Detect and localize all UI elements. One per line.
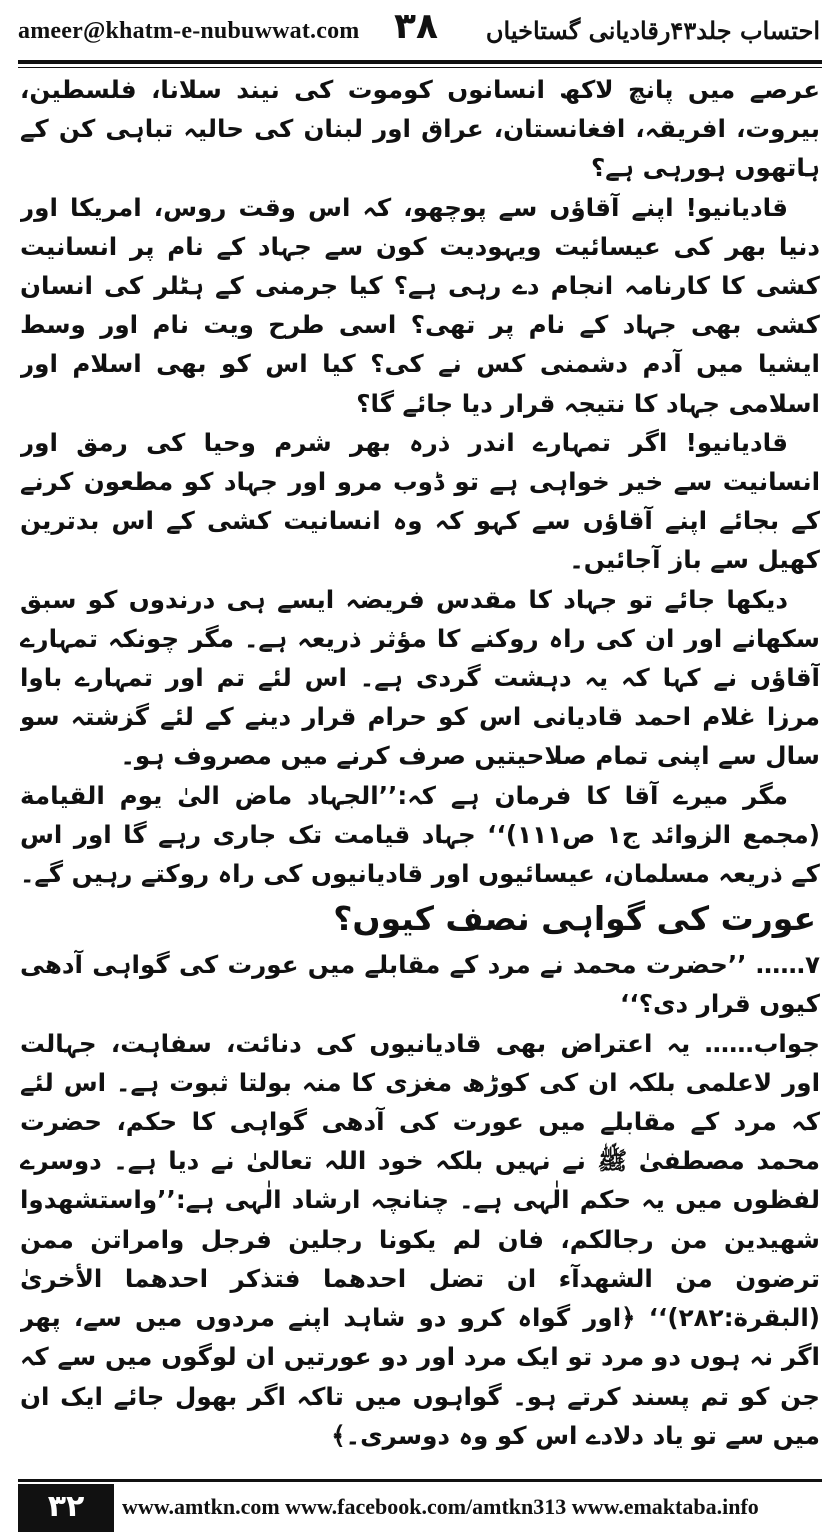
verse-translation: ‘‘ ﴿اور گواہ کرو دو شاہد اپنے مردوں میں سے، پھر اگر نہ ہوں دو مرد تو ایک مرد اور دو عورتیں ان لوگوں میں سے کہ جن کو تم پسند کرتے ہو۔ گواہوں میں تاکہ اگر بھول جائے ایک ان میں سے تو یاد دلادے اس کو وہ دوسری۔﴾ (20, 1303, 820, 1450)
question-text: ’’حضرت محمد نے مرد کے مقابلے میں عورت کی گواہی آدھی کیوں قرار دی؟‘‘ (20, 950, 820, 1019)
section-heading: عورت کی گواہی نصف کیوں؟ (333, 899, 816, 939)
footer-rule (18, 1479, 822, 1482)
footer-links: www.amtkn.com www.facebook.com/amtkn313 www.emaktaba.info (122, 1494, 759, 1519)
hadith-arabic: ’’الجہاد ماض الیٰ یوم القیامة (مجمع الزوائد ج۱ ص۱۱۱) (20, 780, 820, 849)
question (20, 945, 820, 1023)
footer-page-number: ۳۲ (18, 1484, 114, 1532)
header-email: ameer@khatm-e-nubuwwat.com (18, 18, 360, 44)
paragraph-2: قادیانیو! اپنے آقاؤں سے پوچھو، کہ اس وقت روس، امریکا اور دنیا بھر کی عیسائیت ویہودیت کون سے جہاد کے نام پر انسانیت کشی کا کارنامہ انجام دے رہی ہے؟ کیا جرمنی کے ہٹلر کی انسان کشی بھی جہاد کے نام پر تھی؟ اسی طرح ویت نام اور وسط ایشیا میں آدم دشمنی کس نے کی؟ کیا اس کو بھی اسلام اور اسلامی جہاد کا نتیجہ قرار دیا جائے گا؟ (20, 192, 820, 418)
paragraph-5 (20, 776, 820, 894)
hadith-explanation: ‘‘ جہاد قیامت تک جاری رہے گا اور اس کے ذریعہ مسلمان، عیسائیوں اور قادیانیوں کی راہ روکتے رہیں گے۔ (20, 819, 820, 889)
header-rule (18, 60, 822, 64)
header-title: احتساب جلد۴۳رقادیانی گستاخیاں (485, 16, 820, 45)
answer-text: جواب…… یہ اعتراض بھی قادیانیوں کی دنائت، سفاہت، جہالت اور لاعلمی بلکہ ان کی کوڑھ مغزی کا منہ بولتا ثبوت ہے۔ اس لئے کہ مرد کے مقابلے میں عورت کی آدھی گواہی کا حکم، حضرت محمد مصطفیٰ ﷺ نے نہیں بلکہ خود اللہ تعالیٰ نے دیا ہے۔ دوسرے لفظوں میں یہ حکم الٰہی ہے۔ چنانچہ ارشاد الٰہی ہے: (20, 1028, 820, 1215)
header-rule-thin (18, 67, 822, 68)
paragraph-4: دیکھا جائے تو جہاد کا مقدس فریضہ ایسے ہی درندوں کو سبق سکھانے اور ان کی راہ روکنے کا مؤثر ذریعہ ہے۔ مگر چونکہ تمہارے آقاؤں نے کہا کہ یہ دہشت گردی ہے۔ اس لئے تم اور تمہارے باوا مرزا غلام احمد قادیانی اس کو حرام قرار دینے کے لئے گزشتہ سو سال سے اپنی تمام صلاحیتیں صرف کرنے میں مصروف ہو۔ (20, 584, 820, 771)
paragraph-1: عرصے میں پانچ لاکھ انسانوں کوموت کی نیند سلانا، فلسطین، بیروت، افریقہ، افغانستان، عراق اور لبنان کی حالیہ تباہی کن کے ہاتھوں ہورہی ہے؟ (20, 75, 820, 183)
paragraph-3: قادیانیو! اگر تمہارے اندر ذرہ بھر شرم وحیا کی رمق اور انسانیت سے خیر خواہی ہے تو ڈوب مرو اور جہاد کو مطعون کرنے کے بجائے اپنے آقاؤں سے کہو کہ وہ انسانیت کشی کے اس بدترین کھیل سے باز آجائیں۔ (20, 427, 820, 575)
body-text (20, 70, 820, 1465)
header-page-number: ۳۸ (394, 6, 438, 47)
quran-verse: ’’واستشهدوا شهيدين من رجالكم، فان لم يكونا رجلين فرجل وامراتن ممن ترضون من الشهدآء ان تضل احدهما فتذكر احدهما الأخرىٰ (البقرة:۲۸۲) (20, 1185, 820, 1333)
hadith-intro: مگر میرے آقا کا فرمان ہے کہ: (397, 780, 788, 810)
answer (20, 1024, 820, 1455)
question-label: ۷…… (746, 950, 820, 980)
